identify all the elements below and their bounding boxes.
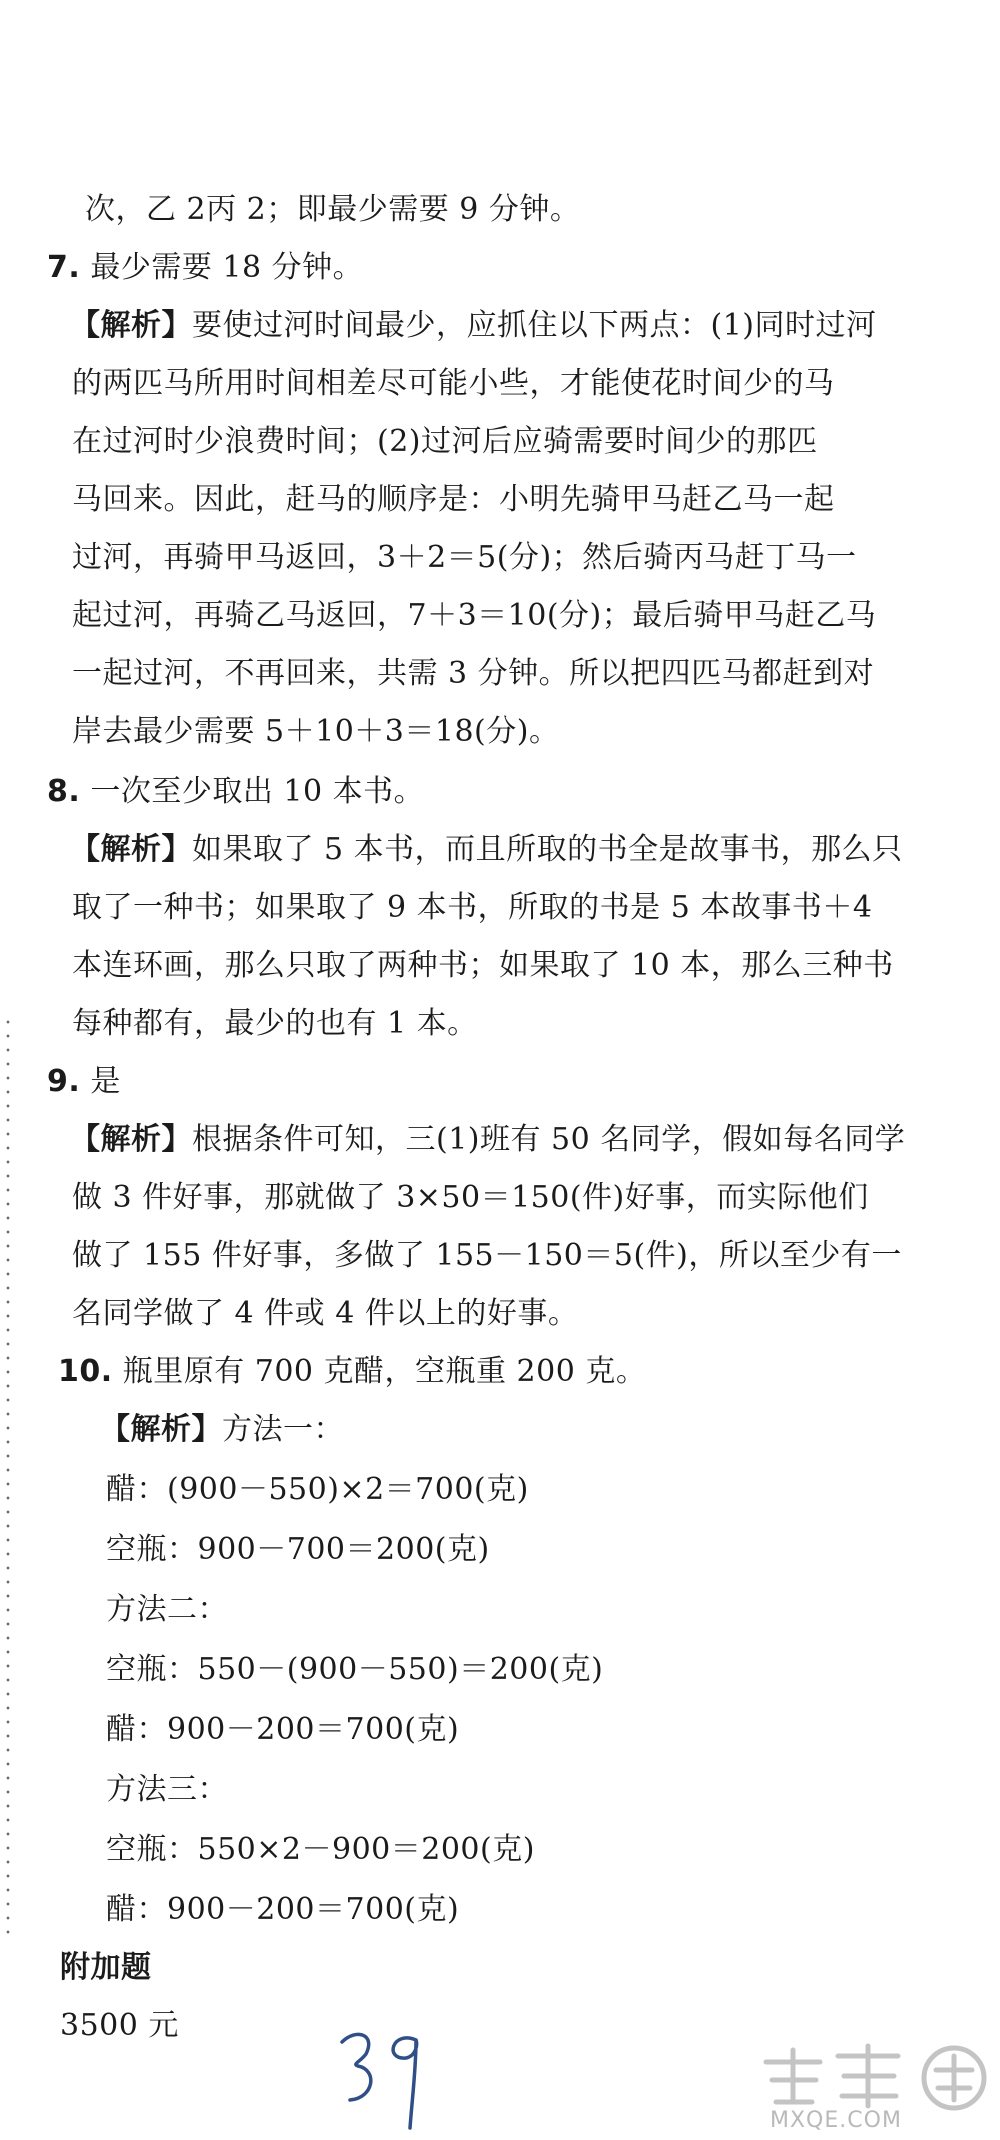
section-title: 附加题 xyxy=(60,1950,152,1985)
line-text: 次，乙 2丙 2；即最少需要 9 分钟。 xyxy=(85,192,581,227)
line-text: 在过河时少浪费时间；(2)过河后应骑需要时间少的那匹 xyxy=(72,424,818,459)
question-number: 10. xyxy=(58,1354,113,1389)
line-text: 做了 155 件好事，多做了 155－150＝5(件)，所以至少有一 xyxy=(72,1238,902,1273)
line-text: 马回来。因此，赶马的顺序是：小明先骑甲马赶乙马一起 xyxy=(72,482,835,517)
answer-text: 一次至少取出 10 本书。 xyxy=(80,774,425,809)
line-text: 醋：900－200＝700(克) xyxy=(106,1712,460,1747)
line-text: 醋：(900－550)×2＝700(克) xyxy=(106,1472,529,1507)
formula-line xyxy=(106,1890,459,1930)
analysis-line xyxy=(70,830,903,870)
question-number: 8. xyxy=(47,774,81,809)
binding-dotted-line xyxy=(6,1015,10,1935)
answer-9 xyxy=(47,1062,121,1102)
text-line xyxy=(72,654,874,694)
line-text: 每种都有，最少的也有 1 本。 xyxy=(72,1006,478,1041)
line-text: 空瓶：900－700＝200(克) xyxy=(106,1532,490,1567)
line-text: 岸去最少需要 5＋10＋3＝18(分)。 xyxy=(72,714,560,749)
text-line xyxy=(72,538,857,578)
analysis-tag: 【解析】 xyxy=(70,308,192,343)
formula-line xyxy=(106,1830,535,1870)
line-text: 方法二： xyxy=(106,1592,228,1627)
formula-line xyxy=(106,1530,490,1570)
formula-line xyxy=(106,1470,529,1510)
answer-text: 最少需要 18 分钟。 xyxy=(80,250,364,285)
line-text: 醋：900－200＝700(克) xyxy=(106,1892,460,1927)
line-text: 根据条件可知，三(1)班有 50 名同学，假如每名同学 xyxy=(192,1122,906,1157)
answer-text: 是 xyxy=(80,1064,121,1099)
text-line xyxy=(72,946,894,986)
text-line xyxy=(72,422,818,462)
line-text: 方法一： xyxy=(222,1412,344,1447)
line-text: 起过河，再骑乙马返回，7＋3＝10(分)；最后骑甲马赶乙马 xyxy=(72,598,877,633)
text-line xyxy=(72,1294,578,1334)
handwritten-page-number xyxy=(330,2020,430,2130)
line-text: 一起过河，不再回来，共需 3 分钟。所以把四匹马都赶到对 xyxy=(72,656,875,691)
answer-10 xyxy=(58,1352,646,1392)
text-line xyxy=(72,1004,478,1044)
text-line xyxy=(72,1236,902,1276)
answer-7 xyxy=(47,248,363,288)
question-number: 9. xyxy=(47,1064,81,1099)
line-text: 做 3 件好事，那就做了 3×50＝150(件)好事，而实际他们 xyxy=(72,1180,869,1215)
method-label xyxy=(106,1590,228,1630)
line-text: 的两匹马所用时间相差尽可能小些，才能使花时间少的马 xyxy=(72,366,835,401)
text-line xyxy=(72,364,835,404)
text-line xyxy=(85,190,580,230)
question-number: 7. xyxy=(47,250,81,285)
text-line xyxy=(72,712,559,752)
extra-answer: 3500 元 xyxy=(60,2008,179,2043)
line-text: 要使过河时间最少，应抓住以下两点：(1)同时过河 xyxy=(192,308,877,343)
answer-8 xyxy=(47,772,424,812)
analysis-line xyxy=(100,1410,344,1450)
line-text: 本连环画，那么只取了两种书；如果取了 10 本，那么三种书 xyxy=(72,948,894,983)
line-text: 取了一种书；如果取了 9 本书，所取的书是 5 本故事书＋4 xyxy=(72,890,873,925)
line-text: 空瓶：550－(900－550)＝200(克) xyxy=(106,1652,604,1687)
text-line xyxy=(72,1178,869,1218)
line-text: 如果取了 5 本书，而且所取的书全是故事书，那么只 xyxy=(192,832,903,867)
formula-line xyxy=(106,1710,459,1750)
analysis-tag: 【解析】 xyxy=(70,832,192,867)
text-line xyxy=(72,596,876,636)
line-text: 空瓶：550×2－900＝200(克) xyxy=(106,1832,535,1867)
line-text: 方法三： xyxy=(106,1772,228,1807)
line-text: 过河，再骑甲马返回，3＋2＝5(分)；然后骑丙马赶丁马一 xyxy=(72,540,857,575)
watermark-url: MXQE.COM xyxy=(770,2108,902,2133)
analysis-line xyxy=(70,1120,905,1160)
line-text: 名同学做了 4 件或 4 件以上的好事。 xyxy=(72,1296,579,1331)
text-line xyxy=(72,888,872,928)
method-label xyxy=(106,1770,228,1810)
answer-text: 瓶里原有 700 克醋，空瓶重 200 克。 xyxy=(112,1354,647,1389)
analysis-line xyxy=(70,306,877,346)
text-line xyxy=(72,480,835,520)
formula-line xyxy=(106,1650,603,1690)
analysis-tag: 【解析】 xyxy=(100,1412,222,1447)
analysis-tag: 【解析】 xyxy=(70,1122,192,1157)
